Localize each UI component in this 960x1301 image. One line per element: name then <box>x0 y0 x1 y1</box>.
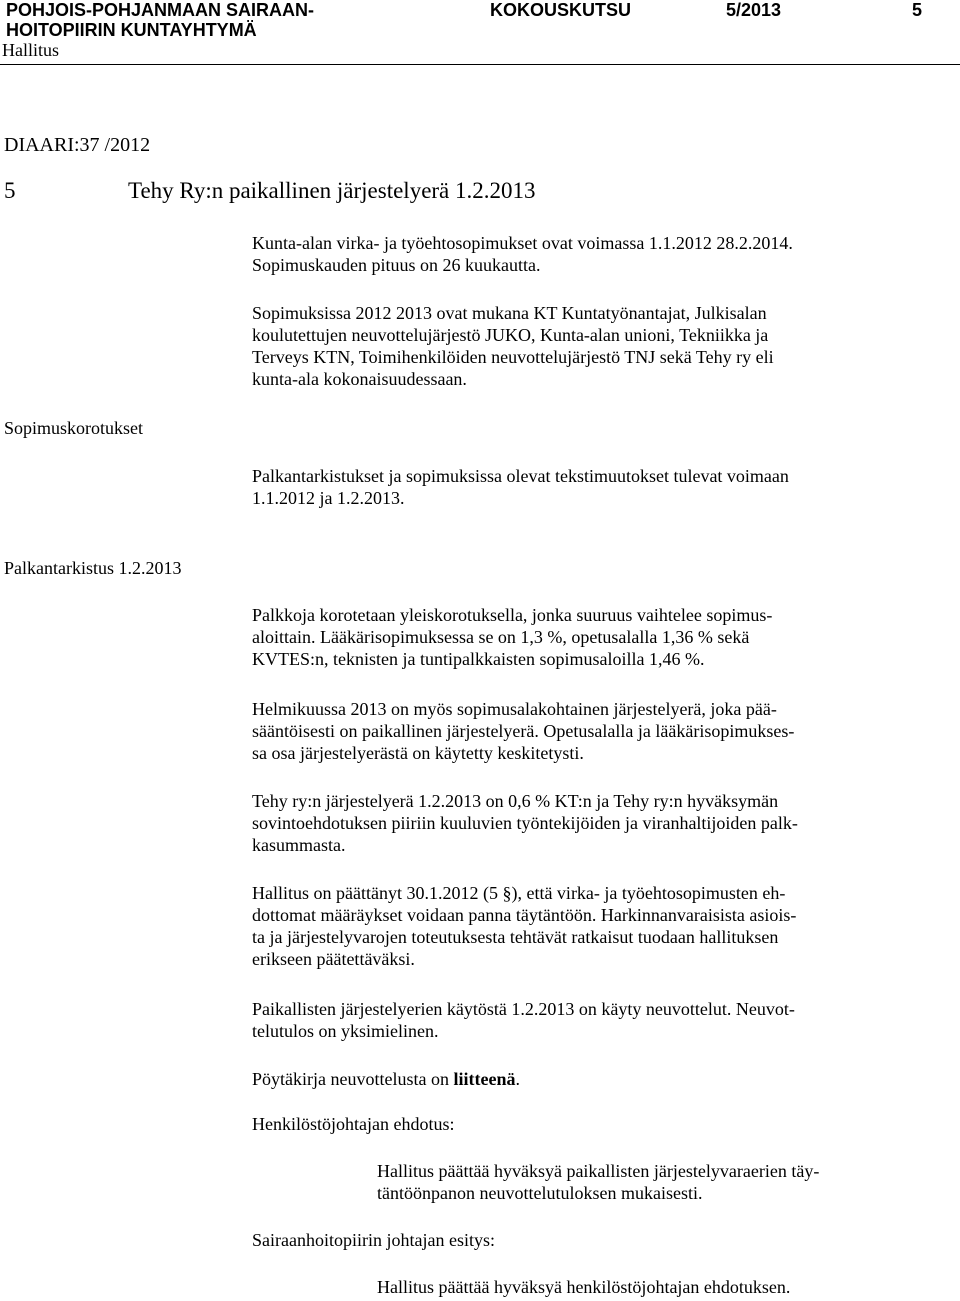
paragraph-minutes-attachment: Pöytäkirja neuvottelusta on liitteenä. <box>252 1069 520 1089</box>
attachment-reference: liitteenä <box>453 1069 516 1089</box>
document-type: KOKOUSKUTSU <box>490 0 632 20</box>
paragraph-negotiations: Paikallisten järjestelyerien käytöstä 1.2.2013 on käyty neuvottelut. Neuvot- telutulos on yksimielinen. <box>252 999 795 1041</box>
director-proposal-text: Hallitus päättää hyväksyä henkilöstöjohtajan ehdotuksen. <box>377 1277 791 1297</box>
header-divider <box>0 64 960 65</box>
paragraph-tehy-allotment: Tehy ry:n järjestelyerä 1.2.2013 on 0,6 % KT:n ja Tehy ry:n hyväksymän sovintoehdotuksen piiriin kuuluvien työntekijöiden ja viranhaltijoiden palk- kasummasta. <box>252 791 798 855</box>
diary-number: DIAARI:37 /2012 <box>4 134 151 156</box>
page-number: 5 <box>912 0 923 20</box>
paragraph-effective-dates: Palkantarkistukset ja sopimuksissa olevat tekstimuutokset tulevat voimaan 1.1.2012 ja 1.2.2013. <box>252 466 789 508</box>
organization-name: POHJOIS-POHJANMAAN SAIRAAN- HOITOPIIRIN KUNTAYHTYMÄ <box>6 0 315 40</box>
paragraph-agreement-parties: Sopimuksissa 2012 2013 ovat mukana KT Kuntatyönantajat, Julkisalan koulutettujen neuvottelujärjestö JUKO, Kunta-alan unioni, Tekniikka ja Terveys KTN, Toimihenkilöiden neuvottelujärjestö TNJ sekä Tehy ry eli kunta-ala kokonaisuudessaan. <box>252 303 774 389</box>
section-number: 5 <box>4 178 16 203</box>
meeting-number: 5/2013 <box>726 0 782 20</box>
paragraph-board-decision: Hallitus on päättänyt 30.1.2012 (5 §), että virka- ja työehtosopimusten eh- dottomat määräykset voidaan panna täytäntöön. Harkinnanvaraisista asiois- ta ja järjestelyvarojen toteutuksesta tehtävät ratkaisut tuodaan hallituksen erikseen päätettäväksi. <box>252 883 797 969</box>
hr-director-proposal-text: Hallitus päättää hyväksyä paikallisten järjestelyvaraerien täy- täntöönpanon neuvottelutuloksen mukaisesti. <box>377 1161 820 1203</box>
section-title: Tehy Ry:n paikallinen järjestelyerä 1.2.2013 <box>128 178 536 203</box>
section-heading <box>4 178 536 204</box>
side-label-sopimuskorotukset: Sopimuskorotukset <box>4 418 144 438</box>
paragraph-general-raise: Palkkoja korotetaan yleiskorotuksella, jonka suuruus vaihtelee sopimus- aloittain. Lääkärisopimuksessa se on 1,3 %, opetusalalla 1,36 % sekä KVTES:n, teknisten ja tuntipalkkaisten sopimusaloilla 1,46 %. <box>252 605 773 669</box>
hr-director-proposal-label: Henkilöstöjohtajan ehdotus: <box>252 1114 455 1134</box>
governing-body: Hallitus <box>2 40 59 60</box>
side-label-palkantarkistus: Palkantarkistus 1.2.2013 <box>4 558 182 578</box>
paragraph-local-allotment: Helmikuussa 2013 on myös sopimusalakohtainen järjestelyerä, joka pää- sääntöisesti on paikallinen järjestelyerä. Opetusalalla ja lääkärisopimukses- sa osa järjestelyerästä on käytetty keskitetysti. <box>252 699 795 763</box>
paragraph-agreement-validity: Kunta-alan virka- ja työehtosopimukset ovat voimassa 1.1.2012 28.2.2014. Sopimuskauden pituus on 26 kuukautta. <box>252 233 793 275</box>
director-proposal-label: Sairaanhoitopiirin johtajan esitys: <box>252 1230 495 1250</box>
